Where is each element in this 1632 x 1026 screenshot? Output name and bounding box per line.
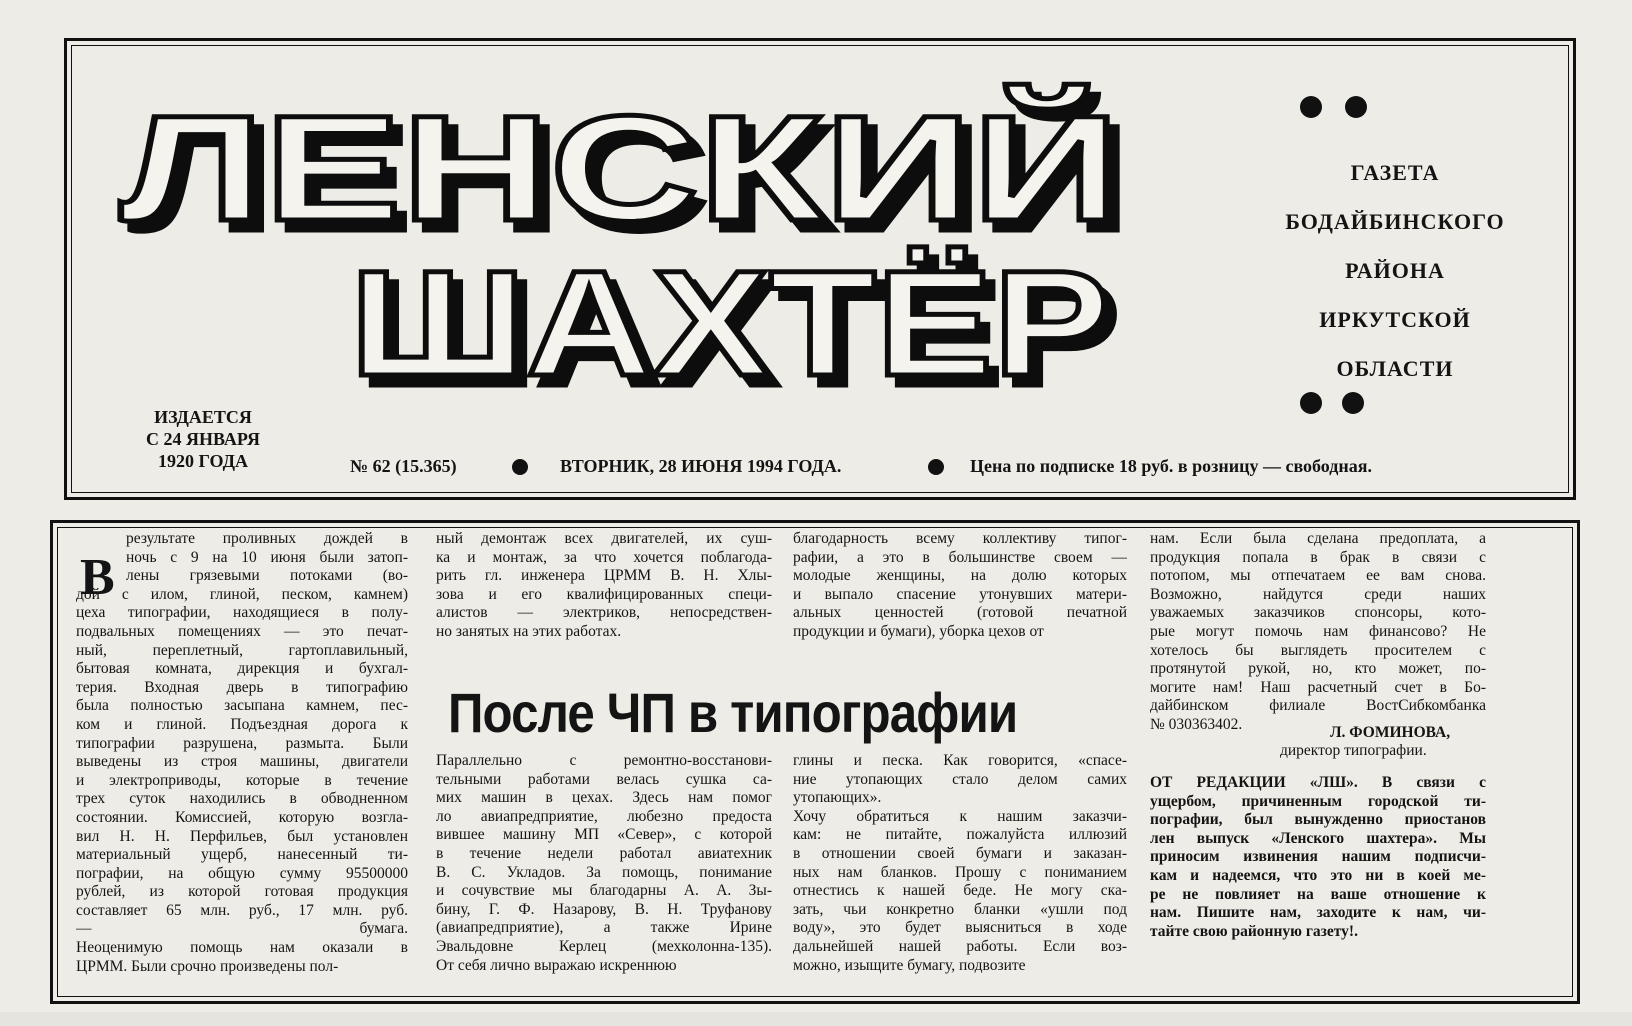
text-line: В. С. Укладов. За помощь, понимание bbox=[436, 863, 772, 881]
text-line: (авиапредприятие), а также Ирине bbox=[436, 919, 772, 937]
text-line: отнестись к нашей беде. Не могу ска- bbox=[793, 882, 1127, 900]
bullet-icon bbox=[1300, 96, 1322, 118]
publisher-line: ИРКУТСКОЙ bbox=[1319, 307, 1471, 332]
text-line: уважаемых заказчиков спонсоры, кото- bbox=[1150, 604, 1486, 622]
since-line: 1920 ГОДА bbox=[158, 451, 248, 471]
text-line: пографии, на общую сумму 95500000 bbox=[76, 864, 408, 882]
title-line1: ЛЕНСКИЙ bbox=[120, 84, 850, 252]
publisher-block bbox=[1250, 148, 1540, 393]
text-line: бытовая комната, дирекция и бухгал- bbox=[76, 660, 408, 678]
since-line: С 24 ЯНВАРЯ bbox=[146, 429, 260, 449]
article-column-2-bottom bbox=[436, 752, 772, 975]
text-line: ОТ РЕДАКЦИИ «ЛШ». В связи с bbox=[1150, 774, 1486, 791]
text-line: ЦРММ. Были срочно произведены пол- bbox=[76, 957, 339, 975]
text-line: благодарность всему коллективу типог- bbox=[793, 530, 1127, 547]
article-column-4 bbox=[1150, 530, 1486, 735]
text-line: лены грязевыми потоками (во- bbox=[126, 567, 408, 585]
text-line: протянутой рукой, но, кто может, по- bbox=[1150, 660, 1486, 678]
issue-date: ВТОРНИК, 28 ИЮНЯ 1994 ГОДА. bbox=[560, 456, 842, 476]
text-line: Возможно, найдутся среди наших bbox=[1150, 585, 1486, 603]
signature-name: Л. ФОМИНОВА, bbox=[1330, 724, 1451, 741]
text-line: в течение недели работал авиатехник bbox=[436, 844, 772, 862]
page-bottom-edge bbox=[0, 1012, 1632, 1026]
text-line: продукции и бумаги), уборка цехов от bbox=[793, 622, 1044, 640]
text-line: альных ценностей (готовой печатной bbox=[793, 604, 1127, 622]
text-line: но занятых на этих работах. bbox=[436, 622, 622, 640]
text-line: вил Н. Н. Перфильев, был установлен bbox=[76, 827, 408, 845]
text-line: бину, Г. Ф. Назарову, В. Н. Труфанову bbox=[436, 900, 772, 918]
text-line: тельными работами велась сушка са- bbox=[436, 770, 772, 788]
text-line: ло авиапредприятие, любезно предоста bbox=[436, 807, 772, 825]
text-line: Параллельно с ремонтно-восстанови- bbox=[436, 752, 772, 769]
text-line: и выпало спасение утонувших матери- bbox=[793, 585, 1127, 603]
text-line: могите нам! Наш расчетный счет в Бо- bbox=[1150, 678, 1486, 696]
text-line: нам. Если была сделана предоплата, а bbox=[1150, 530, 1486, 547]
since-line: ИЗДАЕТСЯ bbox=[154, 407, 252, 427]
text-line: пографии, был вынужденно приостанов bbox=[1150, 811, 1486, 829]
text-line: ре не повлияет на ваше отношение к bbox=[1150, 885, 1486, 903]
text-line: глины и песка. Как говорится, «спасе- bbox=[793, 752, 1127, 769]
text-line: продукция попала в брак в связи с bbox=[1150, 548, 1486, 566]
text-line: ущербом, причиненным городской ти- bbox=[1150, 792, 1486, 810]
bullet-icon bbox=[928, 459, 944, 475]
text-line: рафии, а это в большинстве своем — bbox=[793, 548, 1127, 566]
text-line: дайбинском филиале ВостСибкомбанка bbox=[1150, 697, 1486, 715]
text-line: мих машин в цехах. Здесь нам помог bbox=[436, 789, 772, 807]
text-line: ка и монтаж, за что хочется поблагода- bbox=[436, 548, 772, 566]
article-column-3-bottom bbox=[793, 752, 1127, 975]
text-line: молодые женщины, на долю которых bbox=[793, 567, 1127, 585]
bullet-icon bbox=[1345, 96, 1367, 118]
text-line: ночь с 9 на 10 июня были затоп- bbox=[126, 548, 408, 566]
text-line: в отношении своей бумаги и заказан- bbox=[793, 844, 1127, 862]
publisher-line: БОДАЙБИНСКОГО bbox=[1285, 209, 1505, 234]
text-line: ный демонтаж всех двигателей, их суш- bbox=[436, 530, 772, 547]
text-line: кам: не питайте, пожалуйста иллюзий bbox=[793, 826, 1127, 844]
bullet-icon bbox=[1342, 392, 1364, 414]
text-line: От себя лично выражаю искреннюю bbox=[436, 956, 677, 974]
text-line: составляет 65 млн. руб., 17 млн. руб. bbox=[76, 901, 408, 919]
text-line: подвальных помещениях — это печат- bbox=[76, 622, 408, 640]
text-line: хотелось бы выглядеть просителем с bbox=[1150, 641, 1486, 659]
article-column-3-top bbox=[793, 530, 1127, 642]
publisher-line: РАЙОНА bbox=[1345, 258, 1445, 283]
text-line: ных нам бланков. Прошу с пониманием bbox=[793, 863, 1127, 881]
text-line: можно, изыщите бумагу, подвозите bbox=[793, 956, 1026, 974]
text-line: рублей, из которой готовая продукция bbox=[76, 883, 408, 901]
text-line: выведены из строя машины, двигатели bbox=[76, 753, 408, 771]
text-line: потопом, мы отпечатаем ее вам снова. bbox=[1150, 567, 1486, 585]
text-line: утопающих». bbox=[793, 789, 882, 807]
text-line: Эвальдовне Керлец (мехколонна-135). bbox=[436, 937, 772, 955]
text-line: результате проливных дождей в bbox=[126, 530, 408, 547]
text-line: и электроприводы, которые в течение bbox=[76, 771, 408, 789]
text-line: воду», это будет выясниться в ходе bbox=[793, 919, 1127, 937]
text-line: рые могут помочь нам финансово? Не bbox=[1150, 622, 1486, 640]
issue-number: № 62 (15.365) bbox=[350, 456, 457, 476]
text-line: лен выпуск «Ленского шахтера». Мы bbox=[1150, 829, 1486, 847]
text-line: алистов — электриков, непосредствен- bbox=[436, 604, 772, 622]
title-line2: ШАХТЁР bbox=[350, 239, 1110, 407]
drop-cap: В bbox=[80, 549, 115, 606]
text-line: нам. Пишите нам, заходите к нам, чи- bbox=[1150, 904, 1486, 922]
published-since bbox=[118, 406, 288, 472]
text-line: типографии разрушена, размыта. Были bbox=[76, 734, 408, 752]
text-line: — бумага. bbox=[76, 920, 408, 938]
text-line: зова и его квалифицированных специ- bbox=[436, 585, 772, 603]
text-line: зать, чьи конкретно бланки «ушли под bbox=[793, 900, 1127, 918]
text-line: Хочу обратиться к нашим заказчи- bbox=[793, 807, 1127, 825]
text-line: тайте свою районную газету!. bbox=[1150, 922, 1358, 940]
text-line: Неоценимую помощь нам оказали в bbox=[76, 939, 408, 957]
bullet-icon bbox=[512, 459, 528, 475]
text-line: дой с илом, глиной, песком, камнем) bbox=[76, 585, 408, 603]
text-line: ком и глиной. Подъездная дорога к bbox=[76, 715, 408, 733]
bullet-icon bbox=[1300, 392, 1322, 414]
text-line: дальнейшей нашей работы. Если воз- bbox=[793, 937, 1127, 955]
text-line: приносим извинения нашим подписчи- bbox=[1150, 848, 1486, 866]
editorial-note bbox=[1150, 774, 1486, 941]
publisher-line: ОБЛАСТИ bbox=[1336, 356, 1454, 381]
text-line: состоянии. Комиссией, которую возгла- bbox=[76, 808, 408, 826]
text-line: ный, переплетный, гартоплавильный, bbox=[76, 641, 408, 659]
article-column-1 bbox=[76, 530, 408, 976]
article-column-2-top bbox=[436, 530, 772, 642]
signature-title: директор типографии. bbox=[1280, 742, 1427, 759]
text-line: трех суток находились в обводненном bbox=[76, 790, 408, 808]
publisher-line: ГАЗЕТА bbox=[1350, 160, 1440, 185]
text-line: и сочувствие мы благодарны А. А. Зы- bbox=[436, 882, 772, 900]
text-line: ние утопающих стало делом самих bbox=[793, 770, 1127, 788]
text-line: была полностью засыпана камнем, пес- bbox=[76, 697, 408, 715]
text-line: № 030363402. bbox=[1150, 715, 1243, 733]
masthead-title bbox=[80, 70, 1140, 410]
text-line: вившее машину МП «Север», с которой bbox=[436, 826, 772, 844]
text-line: терия. Входная дверь в типографию bbox=[76, 678, 408, 696]
article-headline: После ЧП в типографии bbox=[448, 681, 1018, 744]
text-line: кам и надеемся, что это ни в коей ме- bbox=[1150, 866, 1486, 884]
text-line: материальный ущерб, нанесенный ти- bbox=[76, 846, 408, 864]
text-line: рить гл. инженера ЦРММ В. Н. Хлы- bbox=[436, 567, 772, 585]
text-line: цеха типографии, находящиеся в полу- bbox=[76, 604, 408, 622]
issue-price: Цена по подписке 18 руб. в розницу — свободная. bbox=[970, 456, 1372, 476]
